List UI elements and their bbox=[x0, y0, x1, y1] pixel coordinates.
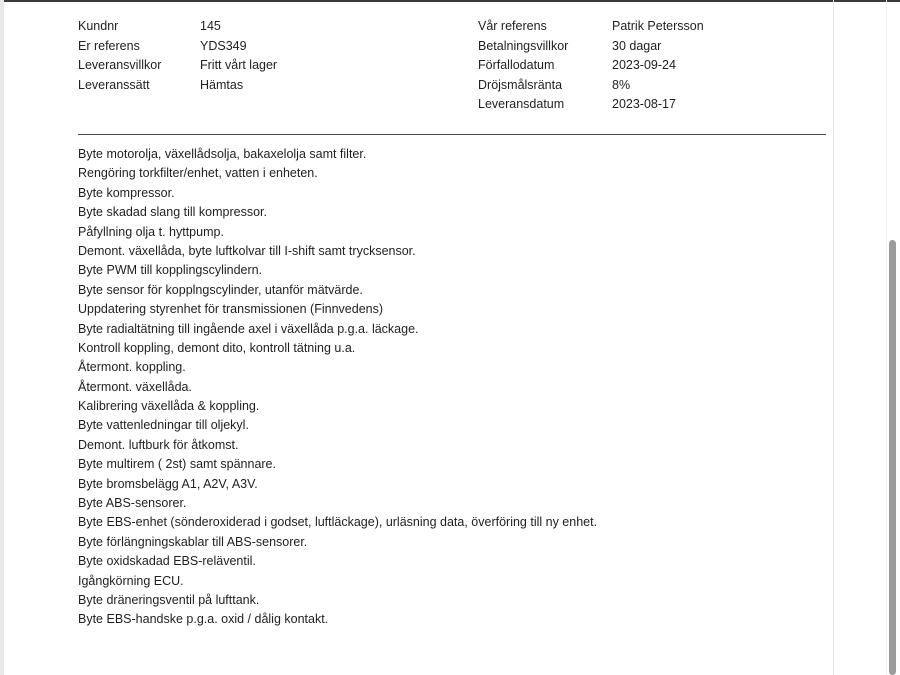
work-line: Byte bromsbelägg A1, A2V, A3V. bbox=[78, 476, 258, 491]
field-label: Vår referens bbox=[478, 19, 547, 33]
header-field-er-referens bbox=[78, 37, 277, 57]
field-value: Hämtas bbox=[200, 77, 244, 92]
window-top-edge bbox=[0, 0, 900, 2]
invoice-header-right bbox=[478, 17, 704, 115]
header-field-var-referens bbox=[478, 17, 704, 37]
header-field-kundnr bbox=[78, 17, 277, 37]
work-line: Kalibrering växellåda & koppling. bbox=[78, 399, 260, 414]
work-line: Byte skadad slang till kompressor. bbox=[78, 205, 267, 220]
field-label: Leveransvillkor bbox=[78, 58, 162, 72]
field-label: Förfallodatum bbox=[478, 58, 555, 72]
field-label: Kundnr bbox=[78, 19, 119, 33]
field-value: 30 dagar bbox=[612, 38, 662, 53]
work-line: Byte dräneringsventil på lufttank. bbox=[78, 592, 260, 607]
header-field-leveransdatum bbox=[478, 95, 704, 115]
field-value: Fritt vårt lager bbox=[200, 58, 278, 72]
field-label: Leveranssätt bbox=[78, 77, 150, 92]
work-line: Byte EBS-handske p.g.a. oxid / dålig kontakt. bbox=[78, 612, 329, 627]
page-left-edge bbox=[0, 0, 4, 675]
work-line: Byte PWM till kopplingscylindern. bbox=[78, 263, 263, 278]
work-line: Uppdatering styrenhet för transmissionen (Finnvedens) bbox=[78, 302, 384, 317]
work-line: Byte vattenledningar till oljekyl. bbox=[78, 418, 249, 433]
work-line: Rengöring torkfilter/enhet, vatten i enheten. bbox=[78, 166, 318, 181]
header-field-leveransvillkor bbox=[78, 56, 277, 76]
field-value: 8% bbox=[612, 77, 631, 92]
field-label: Dröjsmålsränta bbox=[478, 77, 563, 92]
work-line: Återmont. koppling. bbox=[78, 360, 186, 375]
work-line: Byte radialtätning till ingående axel i växellåda p.g.a. läckage. bbox=[78, 321, 419, 336]
work-line: Igångkörning ECU. bbox=[78, 573, 184, 588]
field-value: 145 bbox=[200, 19, 221, 33]
scrollbar-track[interactable] bbox=[886, 0, 887, 675]
work-line: Påfyllning olja t. hyttpump. bbox=[78, 224, 224, 239]
work-description-list bbox=[78, 145, 838, 630]
field-label: Leveransdatum bbox=[478, 97, 565, 111]
field-value: Patrik Petersson bbox=[612, 19, 704, 33]
work-line: Byte kompressor. bbox=[78, 185, 175, 200]
work-line: Byte sensor för kopplngscylinder, utanför mätvärde. bbox=[78, 282, 363, 297]
work-line: Demont. växellåda, byte luftkolvar till I-shift samt trycksensor. bbox=[78, 243, 416, 258]
field-label: Betalningsvillkor bbox=[478, 38, 569, 53]
work-line: Byte ABS-sensorer. bbox=[78, 496, 187, 511]
header-field-drojsmalsranta bbox=[478, 76, 704, 96]
work-line: Byte oxidskadad EBS-reläventil. bbox=[78, 554, 256, 569]
header-field-betalningsvillkor bbox=[478, 37, 704, 57]
work-line: Demont. luftburk för åtkomst. bbox=[78, 437, 239, 452]
header-field-leveranssatt bbox=[78, 76, 277, 96]
field-label: Er referens bbox=[78, 38, 140, 53]
work-line: Byte förlängningskablar till ABS-sensorer. bbox=[78, 534, 308, 549]
work-line: Byte EBS-enhet (sönderoxiderad i godset, luftläckage), urläsning data, överföring till ny enhet. bbox=[78, 515, 598, 530]
header-field-forfallodatum bbox=[478, 56, 704, 76]
field-value: 2023-08-17 bbox=[612, 97, 676, 111]
header-divider bbox=[78, 134, 826, 135]
work-line: Kontroll koppling, demont dito, kontroll tätning u.a. bbox=[78, 340, 356, 355]
field-value: 2023-09-24 bbox=[612, 58, 676, 72]
invoice-header-left bbox=[78, 17, 277, 95]
work-line: Återmont. växellåda. bbox=[78, 379, 192, 394]
field-value: YDS349 bbox=[200, 38, 247, 53]
scrollbar-thumb[interactable] bbox=[889, 240, 896, 675]
work-line: Byte multirem ( 2st) samt spännare. bbox=[78, 457, 276, 472]
work-line: Byte motorolja, växellådsolja, bakaxelolja samt filter. bbox=[78, 147, 367, 161]
